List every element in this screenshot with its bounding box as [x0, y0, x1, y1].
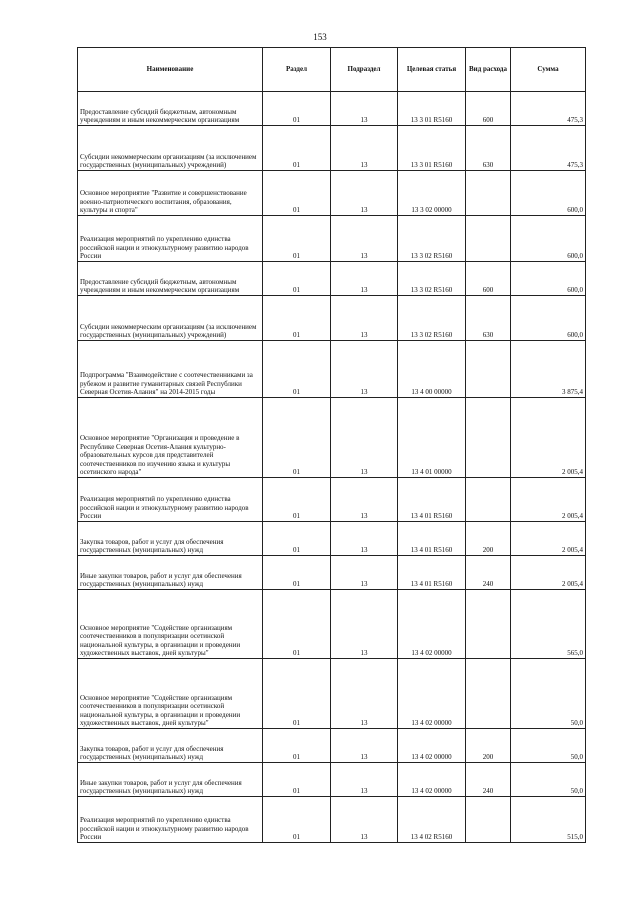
row-type — [466, 398, 511, 478]
row-name: Предоставление субсидий бюджетным, автономным учреждениям и иным некоммерческим организациям — [78, 92, 263, 126]
row-name: Субсидии некоммерческим организациям (за исключением государственных (муниципальных) учреждений) — [78, 126, 263, 171]
row-sum: 2 005,4 — [511, 398, 586, 478]
row-target: 13 3 02 R5160 — [398, 262, 466, 296]
row-target: 13 3 01 R5160 — [398, 92, 466, 126]
row-section: 01 — [263, 522, 331, 556]
row-subsection: 13 — [331, 398, 398, 478]
row-subsection: 13 — [331, 171, 398, 216]
row-section: 01 — [263, 797, 331, 843]
table-row — [78, 729, 586, 763]
row-subsection: 13 — [331, 262, 398, 296]
row-target: 13 4 01 R5160 — [398, 556, 466, 590]
row-target: 13 4 00 00000 — [398, 341, 466, 398]
row-type: 240 — [466, 556, 511, 590]
row-sum: 3 875,4 — [511, 341, 586, 398]
row-sum: 2 005,4 — [511, 522, 586, 556]
row-type: 240 — [466, 763, 511, 797]
row-subsection: 13 — [331, 341, 398, 398]
row-subsection: 13 — [331, 522, 398, 556]
row-name: Иные закупки товаров, работ и услуг для обеспечения государственных (муниципальных) нужд — [78, 556, 263, 590]
row-name: Основное мероприятие "Развитие и совершенствование военно-патриотического воспитания, образования, культуры и спорта" — [78, 171, 263, 216]
row-section: 01 — [263, 729, 331, 763]
row-target: 13 4 01 00000 — [398, 398, 466, 478]
row-type — [466, 171, 511, 216]
header-type: Вид расхода — [466, 48, 511, 92]
row-subsection: 13 — [331, 216, 398, 262]
row-subsection: 13 — [331, 797, 398, 843]
table-row — [78, 296, 586, 341]
row-type: 200 — [466, 729, 511, 763]
row-section: 01 — [263, 92, 331, 126]
table-row — [78, 262, 586, 296]
row-section: 01 — [263, 262, 331, 296]
row-name: Предоставление субсидий бюджетным, автономным учреждениям и иным некоммерческим организациям — [78, 262, 263, 296]
row-name: Реализация мероприятий по укреплению единства российской нации и этнокультурному развитию народов России — [78, 797, 263, 843]
row-type: 200 — [466, 522, 511, 556]
row-type — [466, 478, 511, 522]
row-sum: 50,0 — [511, 763, 586, 797]
row-subsection: 13 — [331, 126, 398, 171]
row-subsection: 13 — [331, 92, 398, 126]
row-target: 13 3 02 00000 — [398, 171, 466, 216]
row-sum: 475,3 — [511, 126, 586, 171]
page-number: 153 — [313, 32, 327, 42]
row-sum: 2 005,4 — [511, 478, 586, 522]
row-sum: 600,0 — [511, 296, 586, 341]
row-target: 13 4 02 00000 — [398, 763, 466, 797]
table-row — [78, 556, 586, 590]
row-target: 13 3 02 R5160 — [398, 296, 466, 341]
table-row — [78, 171, 586, 216]
row-subsection: 13 — [331, 296, 398, 341]
row-name: Субсидии некоммерческим организациям (за исключением государственных (муниципальных) учреждений) — [78, 296, 263, 341]
row-name: Закупка товаров, работ и услуг для обеспечения государственных (муниципальных) нужд — [78, 522, 263, 556]
row-type: 600 — [466, 92, 511, 126]
row-subsection: 13 — [331, 478, 398, 522]
row-sum: 515,0 — [511, 797, 586, 843]
table-row — [78, 216, 586, 262]
row-type: 630 — [466, 296, 511, 341]
row-section: 01 — [263, 296, 331, 341]
row-sum: 600,0 — [511, 216, 586, 262]
row-target: 13 4 01 R5160 — [398, 478, 466, 522]
table-row — [78, 341, 586, 398]
row-sum: 600,0 — [511, 262, 586, 296]
row-section: 01 — [263, 126, 331, 171]
table-row — [78, 478, 586, 522]
budget-table — [77, 47, 586, 843]
table-row — [78, 126, 586, 171]
row-subsection: 13 — [331, 590, 398, 659]
row-name: Реализация мероприятий по укреплению единства российской нации и этнокультурному развитию народов России — [78, 478, 263, 522]
table-row — [78, 797, 586, 843]
row-sum: 2 005,4 — [511, 556, 586, 590]
header-subsection: Подраздел — [331, 48, 398, 92]
row-type — [466, 659, 511, 729]
header-sum: Сумма — [511, 48, 586, 92]
table-header-row — [78, 48, 586, 92]
table-row — [78, 590, 586, 659]
row-name: Основное мероприятие "Содействие организациям соотечественников в популяризации осетинской национальной культуры, в организации и проведении художественных выставок, дней культуры" — [78, 659, 263, 729]
table-row — [78, 763, 586, 797]
row-section: 01 — [263, 341, 331, 398]
row-target: 13 3 02 R5160 — [398, 216, 466, 262]
row-name: Иные закупки товаров, работ и услуг для обеспечения государственных (муниципальных) нужд — [78, 763, 263, 797]
header-name: Наименование — [78, 48, 263, 92]
row-type — [466, 590, 511, 659]
row-type: 600 — [466, 262, 511, 296]
table-row — [78, 522, 586, 556]
row-subsection: 13 — [331, 729, 398, 763]
row-type — [466, 797, 511, 843]
row-target: 13 4 02 00000 — [398, 659, 466, 729]
row-sum: 565,0 — [511, 590, 586, 659]
row-name: Основное мероприятие "Содействие организациям соотечественников в популяризации осетинской национальной культуры, в организации и проведении художественных выставок, дней культуры" — [78, 590, 263, 659]
row-target: 13 4 02 00000 — [398, 590, 466, 659]
row-target: 13 4 02 R5160 — [398, 797, 466, 843]
row-section: 01 — [263, 478, 331, 522]
row-section: 01 — [263, 398, 331, 478]
row-type: 630 — [466, 126, 511, 171]
table-row — [78, 92, 586, 126]
table-row — [78, 398, 586, 478]
row-name: Подпрограмма "Взаимодействие с соотечественниками за рубежом и развитие гуманитарных связей Республики Северная Осетия-Алания" на 2014-2015 годы — [78, 341, 263, 398]
row-subsection: 13 — [331, 556, 398, 590]
row-type — [466, 341, 511, 398]
row-sum: 475,3 — [511, 92, 586, 126]
row-target: 13 4 02 00000 — [398, 729, 466, 763]
row-section: 01 — [263, 590, 331, 659]
row-section: 01 — [263, 763, 331, 797]
row-type — [466, 216, 511, 262]
row-section: 01 — [263, 171, 331, 216]
row-target: 13 4 01 R5160 — [398, 522, 466, 556]
row-target: 13 3 01 R5160 — [398, 126, 466, 171]
row-section: 01 — [263, 659, 331, 729]
row-sum: 600,0 — [511, 171, 586, 216]
row-section: 01 — [263, 216, 331, 262]
row-section: 01 — [263, 556, 331, 590]
header-target: Целевая статья — [398, 48, 466, 92]
row-subsection: 13 — [331, 763, 398, 797]
row-sum: 50,0 — [511, 659, 586, 729]
row-name: Реализация мероприятий по укреплению единства российской нации и этнокультурному развитию народов России — [78, 216, 263, 262]
row-name: Основное мероприятие "Организация и проведение в Республике Северная Осетия-Алания культурно-образовательных курсов для представителей соотечественников по изучению языка и культуры осетинского народа" — [78, 398, 263, 478]
row-sum: 50,0 — [511, 729, 586, 763]
row-subsection: 13 — [331, 659, 398, 729]
header-section: Раздел — [263, 48, 331, 92]
row-name: Закупка товаров, работ и услуг для обеспечения государственных (муниципальных) нужд — [78, 729, 263, 763]
table-row — [78, 659, 586, 729]
